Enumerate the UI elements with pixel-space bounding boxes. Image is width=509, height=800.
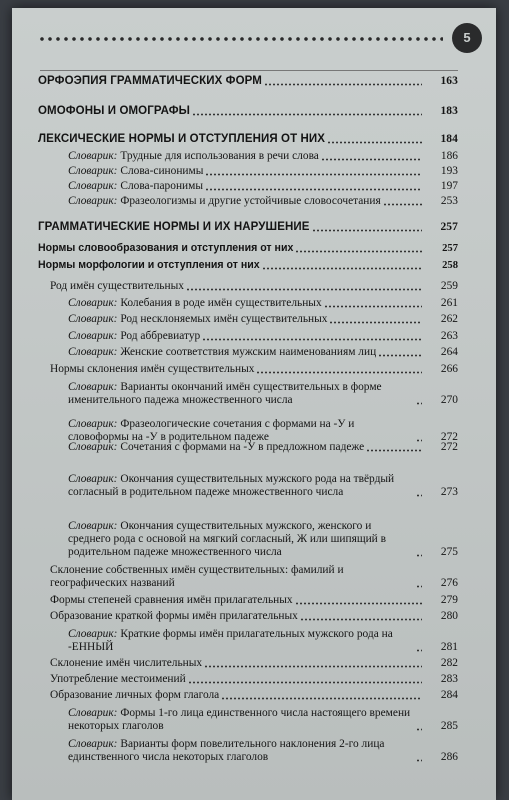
toc-entry-label: Словарик: [68, 418, 118, 430]
toc-entry-text [50, 689, 219, 702]
toc-entry-text [38, 75, 262, 88]
toc-entry[interactable] [68, 505, 458, 559]
toc-entry[interactable] [38, 74, 458, 88]
toc-entry-text [68, 707, 414, 733]
toc-entry-page: 273 [440, 486, 458, 498]
page-number: 5 [452, 23, 482, 53]
toc-entry-text [68, 441, 364, 454]
toc-entry[interactable] [68, 627, 458, 654]
toc-entry[interactable] [68, 150, 458, 163]
toc-entry-page: 279 [440, 594, 458, 606]
header-dots [38, 36, 443, 42]
toc-entry[interactable] [38, 242, 458, 255]
toc-entry-label: Словарик: [68, 195, 118, 207]
toc-entry-title: Женские соответствия мужским наименованиям лиц [120, 346, 377, 358]
toc-entry-title: Род несклоняемых имён существительных [120, 313, 328, 325]
dot-leader [416, 580, 422, 588]
toc-entry-title: Сочетания с формами на -У в предложном падеже [120, 441, 365, 453]
toc-entry-page: 280 [440, 610, 458, 622]
toc-entry-title: Варианты форм повелительного наклонения 2-го лица единственного числа некоторых глаголов [68, 738, 385, 763]
dot-leader [416, 723, 422, 731]
dot-leader [256, 366, 422, 374]
dot-leader [204, 660, 422, 668]
toc-entry-label: Словарик: [68, 180, 118, 192]
dot-leader [416, 644, 422, 652]
dot-leader [321, 153, 422, 161]
dot-leader [221, 692, 422, 700]
toc-entry-title: Трудные для использования в речи слова [120, 150, 319, 162]
toc-entry-page: 257 [440, 221, 458, 233]
toc-entry-page: 284 [440, 689, 458, 701]
toc-entry[interactable] [68, 737, 458, 764]
toc-entry[interactable] [50, 657, 458, 670]
dot-leader [186, 283, 422, 291]
book-page [12, 8, 496, 800]
dot-leader [264, 78, 422, 86]
toc-entry-page: 266 [440, 363, 458, 375]
dot-leader [416, 754, 422, 762]
toc-entry[interactable] [68, 180, 458, 193]
toc-entry-text [68, 628, 414, 654]
toc-entry-text [50, 280, 184, 293]
toc-entry-title: Фразеологические сочетания с формами на -У и словоформы на -У в родительном падеже [68, 418, 355, 443]
toc-entry-title: Окончания существительных мужского, женского и среднего рода с основой на мягкий согласный, Ж или шипящий в родительном падеже множественного числа [68, 520, 387, 558]
toc-entry-title: Употребление местоимений [50, 673, 186, 685]
toc-entry[interactable] [68, 441, 458, 454]
toc-entry-text [38, 242, 293, 255]
toc-entry-label: Словарик: [68, 441, 118, 453]
toc-entry-page: 183 [440, 105, 458, 117]
toc-entry-title: Фразеологизмы и другие устойчивые словосочетания [120, 195, 381, 207]
toc-entry-label: Словарик: [68, 297, 118, 309]
toc-entry-title: Нормы склонения имён существительных [50, 363, 255, 375]
toc-entry[interactable] [68, 165, 458, 178]
toc-entry-title: ОМОФОНЫ И ОМОГРАФЫ [38, 105, 190, 117]
toc-entry-title: Нормы словообразования и отступления от них [38, 242, 294, 254]
dot-leader [300, 613, 422, 621]
toc-entry-page: 163 [440, 75, 458, 87]
toc-entry-title: ГРАММАТИЧЕСКИЕ НОРМЫ И ИХ НАРУШЕНИЕ [38, 221, 310, 233]
toc-entry-page: 193 [440, 165, 458, 177]
toc-entry-page: 197 [440, 180, 458, 192]
dot-leader [416, 549, 422, 557]
toc-entry-text [50, 610, 298, 623]
dot-leader [378, 349, 422, 357]
toc-entry-page: 184 [440, 133, 458, 145]
toc-entry[interactable] [68, 706, 458, 733]
toc-entry[interactable] [68, 417, 458, 444]
dot-leader [192, 108, 422, 116]
toc-entry-page: 275 [440, 546, 458, 558]
toc-entry-title: Краткие формы имён прилагательных мужского рода на -ЕННЫЙ [68, 628, 393, 653]
toc-entry-text [68, 313, 327, 326]
toc-entry-text [68, 473, 414, 499]
dot-leader [205, 183, 422, 191]
toc-entry-page: 259 [440, 280, 458, 292]
toc-entry-page: 276 [440, 577, 458, 589]
toc-entry-text [38, 259, 260, 272]
dot-leader [416, 489, 422, 497]
toc-entry-page: 264 [440, 346, 458, 358]
toc-entry-page: 283 [440, 673, 458, 685]
dot-leader [366, 444, 422, 452]
toc-entry-text [50, 594, 293, 607]
toc-entry[interactable] [50, 673, 458, 686]
toc-entry-title: Образование личных форм глагола [50, 689, 220, 701]
toc-entry[interactable] [50, 563, 458, 590]
toc-entry-text [38, 133, 325, 146]
dot-leader [327, 136, 422, 144]
toc-entry-title: Формы 1-го лица единственного числа настоящего времени некоторых глаголов [68, 707, 411, 732]
toc-entry-title: Нормы морфологии и отступления от них [38, 259, 260, 271]
dot-leader [202, 333, 422, 341]
toc-entry[interactable] [38, 132, 458, 146]
toc-entry-text [68, 150, 319, 163]
toc-entry-page: 270 [440, 394, 458, 406]
toc-entry[interactable] [38, 104, 458, 118]
toc-entry-label: Словарик: [68, 330, 118, 342]
toc-entry-text [68, 346, 376, 359]
toc-entry[interactable] [50, 363, 458, 376]
toc-entry-title: Варианты окончаний имён существительных в форме именительного падежа множественного числа [68, 381, 382, 406]
toc-entry-title: Склонение имён числительных [50, 657, 203, 669]
toc-entry-text [50, 673, 186, 686]
dot-leader [295, 597, 422, 605]
toc-entry-label: Словарик: [68, 165, 118, 177]
toc-entry-title: Род аббревиатур [120, 330, 201, 342]
toc-entry-text [50, 363, 254, 376]
toc-entry-label: Словарик: [68, 473, 118, 485]
dot-leader [329, 316, 422, 324]
toc-entry-text [68, 297, 322, 310]
toc-entry[interactable] [38, 259, 458, 272]
toc-entry-page: 253 [440, 195, 458, 207]
toc-entry[interactable] [50, 280, 458, 293]
toc-entry-title: ОРФОЭПИЯ ГРАММАТИЧЕСКИХ ФОРМ [38, 75, 262, 87]
toc-entry-page: 262 [440, 313, 458, 325]
toc-entry-title: Слова-синонимы [120, 165, 204, 177]
toc-entry[interactable] [68, 313, 458, 326]
toc-entry-text [68, 381, 414, 407]
toc-entry-title: Окончания существительных мужского рода на твёрдый согласный в родительном падеже множественного числа [68, 473, 395, 498]
dot-leader [188, 676, 422, 684]
toc-entry-text [68, 330, 200, 343]
toc-entry-page: 281 [440, 641, 458, 653]
toc-entry-text [68, 195, 381, 208]
toc-entry[interactable] [68, 195, 458, 208]
toc-entry-label: Словарик: [68, 381, 118, 393]
toc-entry-text [68, 165, 203, 178]
toc-entry[interactable] [68, 346, 458, 359]
toc-entry-text [50, 564, 414, 590]
toc-entry-page: 286 [440, 751, 458, 763]
header-rule [40, 70, 458, 71]
toc-entry-page: 272 [440, 431, 458, 443]
dot-leader [324, 300, 422, 308]
dot-leader [205, 168, 422, 176]
toc-entry[interactable] [68, 297, 458, 310]
toc-entry-label: Словарик: [68, 738, 118, 750]
dot-leader [262, 262, 422, 270]
toc-entry-label: Словарик: [68, 346, 118, 358]
toc-entry-page: 186 [440, 150, 458, 162]
toc-entry-text [68, 738, 414, 764]
toc-entry-page: 282 [440, 657, 458, 669]
dot-leader [383, 198, 422, 206]
dot-leader [295, 245, 422, 253]
toc-entry-title: Образование краткой формы имён прилагательных [50, 610, 298, 622]
toc-entry-label: Словарик: [68, 150, 118, 162]
toc-entry[interactable] [68, 458, 458, 499]
dot-leader [312, 224, 422, 232]
toc-entry-label: Словарик: [68, 707, 118, 719]
toc-entry-text [38, 221, 310, 234]
toc-entry[interactable] [50, 594, 458, 607]
toc-entry[interactable] [68, 330, 458, 343]
toc-entry-title: ЛЕКСИЧЕСКИЕ НОРМЫ И ОТСТУПЛЕНИЯ ОТ НИХ [38, 133, 326, 145]
toc-entry-label: Словарик: [68, 520, 118, 532]
toc-entry-page: 285 [440, 720, 458, 732]
toc-entry-title: Род имён существительных [50, 280, 184, 292]
toc-entry[interactable] [50, 689, 458, 702]
toc-entry-page: 261 [440, 297, 458, 309]
toc-entry-title: Колебания в роде имён существительных [120, 297, 322, 309]
toc-entry-page: 272 [440, 441, 458, 453]
toc-entry-page: 257 [442, 243, 458, 254]
toc-entry[interactable] [68, 380, 458, 407]
toc-entry-text [68, 520, 414, 559]
toc-entry-page: 263 [440, 330, 458, 342]
toc-entry-title: Склонение собственных имён существительных: фамилий и географических названий [50, 564, 344, 589]
toc-entry[interactable] [50, 610, 458, 623]
toc-entry-title: Формы степеней сравнения имён прилагательных [50, 594, 293, 606]
toc-entry-page: 258 [442, 260, 458, 271]
toc-entry[interactable] [38, 220, 458, 234]
toc-entry-text [38, 105, 190, 118]
toc-entry-label: Словарик: [68, 313, 118, 325]
toc-entry-label: Словарик: [68, 628, 118, 640]
toc-entry-title: Слова-паронимы [120, 180, 203, 192]
toc-entry-text [50, 657, 202, 670]
dot-leader [416, 397, 422, 405]
toc-entry-text [68, 180, 203, 193]
